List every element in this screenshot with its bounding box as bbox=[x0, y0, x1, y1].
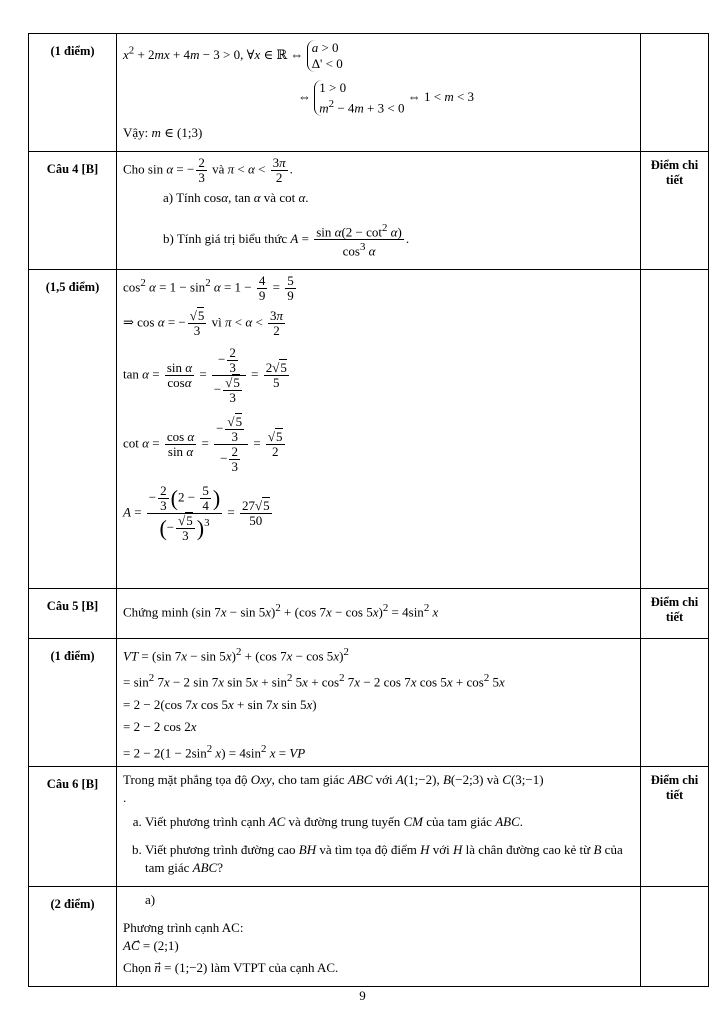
question-cell bbox=[117, 152, 641, 270]
math-line: VT = (sin 7x − sin 5x)$^2$ + (cos 7x − cos 5x)$^2$ bbox=[123, 646, 349, 664]
page-number: 9 bbox=[359, 988, 366, 1003]
question-list bbox=[123, 813, 634, 877]
score-cell bbox=[641, 270, 709, 589]
math-line: AC⃗ = (2;1) bbox=[123, 937, 179, 953]
math-line: ⇒ cos α = − $\frac{√5}{3}$ vì π < α < $\frac{3\pi}{2}$ bbox=[123, 308, 284, 338]
solution-cell bbox=[117, 270, 641, 589]
math-line: a) bbox=[145, 891, 156, 907]
math-line: Phương trình cạnh AC: bbox=[123, 919, 244, 935]
table-row bbox=[29, 270, 709, 589]
row-label: (1 điểm) bbox=[29, 639, 117, 767]
score-cell bbox=[641, 34, 709, 152]
score-label: Điểm chi tiết bbox=[641, 766, 709, 886]
question-label: Câu 6 [B] bbox=[29, 766, 117, 886]
math-line: . bbox=[123, 789, 127, 805]
math-line: = $\sin^2 7x - 2$ sin 7x $\sin 5x + \sin^2 5x + \cos^2 7x - 2$ cos 7x $\cos 5x + \cos^2 5x$ bbox=[123, 672, 505, 690]
math-line: $x^2 + 2mx + 4m - 3 > 0$, ∀x ∈ ℝ ⇔ a > 0 Δ' < 0 bbox=[123, 40, 343, 71]
solution-cell bbox=[117, 34, 641, 152]
table-row bbox=[29, 34, 709, 152]
row-label: (1 điểm) bbox=[29, 34, 117, 152]
row-label: (2 điểm) bbox=[29, 886, 117, 986]
score-label: Điểm chi tiết bbox=[641, 152, 709, 270]
math-line: $\cos^2 \alpha = 1 - \sin^2 \alpha = 1$ − $\frac{4}{9}$ = $\frac{5}{9}$ bbox=[123, 273, 294, 303]
table-row bbox=[29, 589, 709, 639]
math-line: ⇔ 1 > 0 $m^2 - 4m + 3 < 0$ ⇔ 1 < m < 3 bbox=[298, 80, 475, 116]
question-cell bbox=[117, 766, 641, 886]
math-line: b) Tính giá trị biểu thức A = $\frac{\sin \alpha(2 - \cot^2 \alpha)}{\cos^3 \alpha}$ . bbox=[163, 222, 410, 259]
table-row bbox=[29, 886, 709, 986]
list-item: a. Viết phương trình cạnh AC và đường trung tuyến CM của tam giác ABC. bbox=[145, 813, 634, 831]
question-label: Câu 5 [B] bbox=[29, 589, 117, 639]
score-label: Điểm chi tiết bbox=[641, 589, 709, 639]
math-line: tan α = $\frac{\text{sin α}}{\cos\alpha}$ = − $\frac{2}{3}$ − $\frac{√5}{3}$ = $\frac{2√5}{5}$ bbox=[123, 345, 287, 405]
math-line: Cho sin α = − $\frac{2}{3}$ và π < α < $\frac{3\pi}{2}$ . bbox=[123, 155, 293, 185]
score-cell bbox=[641, 886, 709, 986]
math-line: = $2 - 2(1 - 2\sin^2$ $x) = 4\sin^2$ x = VP bbox=[123, 742, 306, 760]
math-line: Chứng minh (sin 7x − sin 5x)$^2$ + (cos $7x - \cos 5x)^2 = 4\sin^2$ x bbox=[123, 602, 439, 620]
math-line: = 2 − 2(cos 7x cos 5x + sin 7x sin 5x) bbox=[123, 696, 317, 712]
math-line: Chọn n⃗ = (1;−2) làm VTPT của cạnh AC. bbox=[123, 959, 339, 975]
table-row bbox=[29, 639, 709, 767]
math-line: Trong mặt phẳng tọa độ Oxy, cho tam giác ABC với A(1;−2), B(−2;3) và C(3;−1) bbox=[123, 771, 544, 787]
math-line: A = − $\frac{2}{3}$ (2 − $\frac{5}{4}$ ) (− $\frac{√5}{3}$ )$^3$ = $\frac{27√5}{50}$ bbox=[123, 483, 270, 543]
solution-cell bbox=[117, 639, 641, 767]
math-line: a) Tính cosα, tan α và cot α. bbox=[163, 190, 309, 205]
list-item: b. Viết phương trình đường cao BH và tìm tọa độ điểm H với H là chân đường cao kẻ từ B của tam giác ABC? bbox=[145, 841, 634, 877]
question-cell bbox=[117, 589, 641, 639]
answer-table bbox=[28, 33, 709, 987]
math-line: cot α = $\frac{\text{cos α}}{\text{sin α}}$ = − $\frac{√5}{3}$ − $\frac{2}{3}$ = $\frac{√5}{2}$ bbox=[123, 414, 283, 474]
table-row bbox=[29, 766, 709, 886]
table-row bbox=[29, 152, 709, 270]
conclusion-line: Vậy: m ∈ (1;3) bbox=[123, 125, 203, 141]
row-label: (1,5 điểm) bbox=[29, 270, 117, 589]
math-line: = 2 − 2 cos 2x bbox=[123, 718, 197, 734]
solution-cell bbox=[117, 886, 641, 986]
score-cell bbox=[641, 639, 709, 767]
question-label: Câu 4 [B] bbox=[29, 152, 117, 270]
